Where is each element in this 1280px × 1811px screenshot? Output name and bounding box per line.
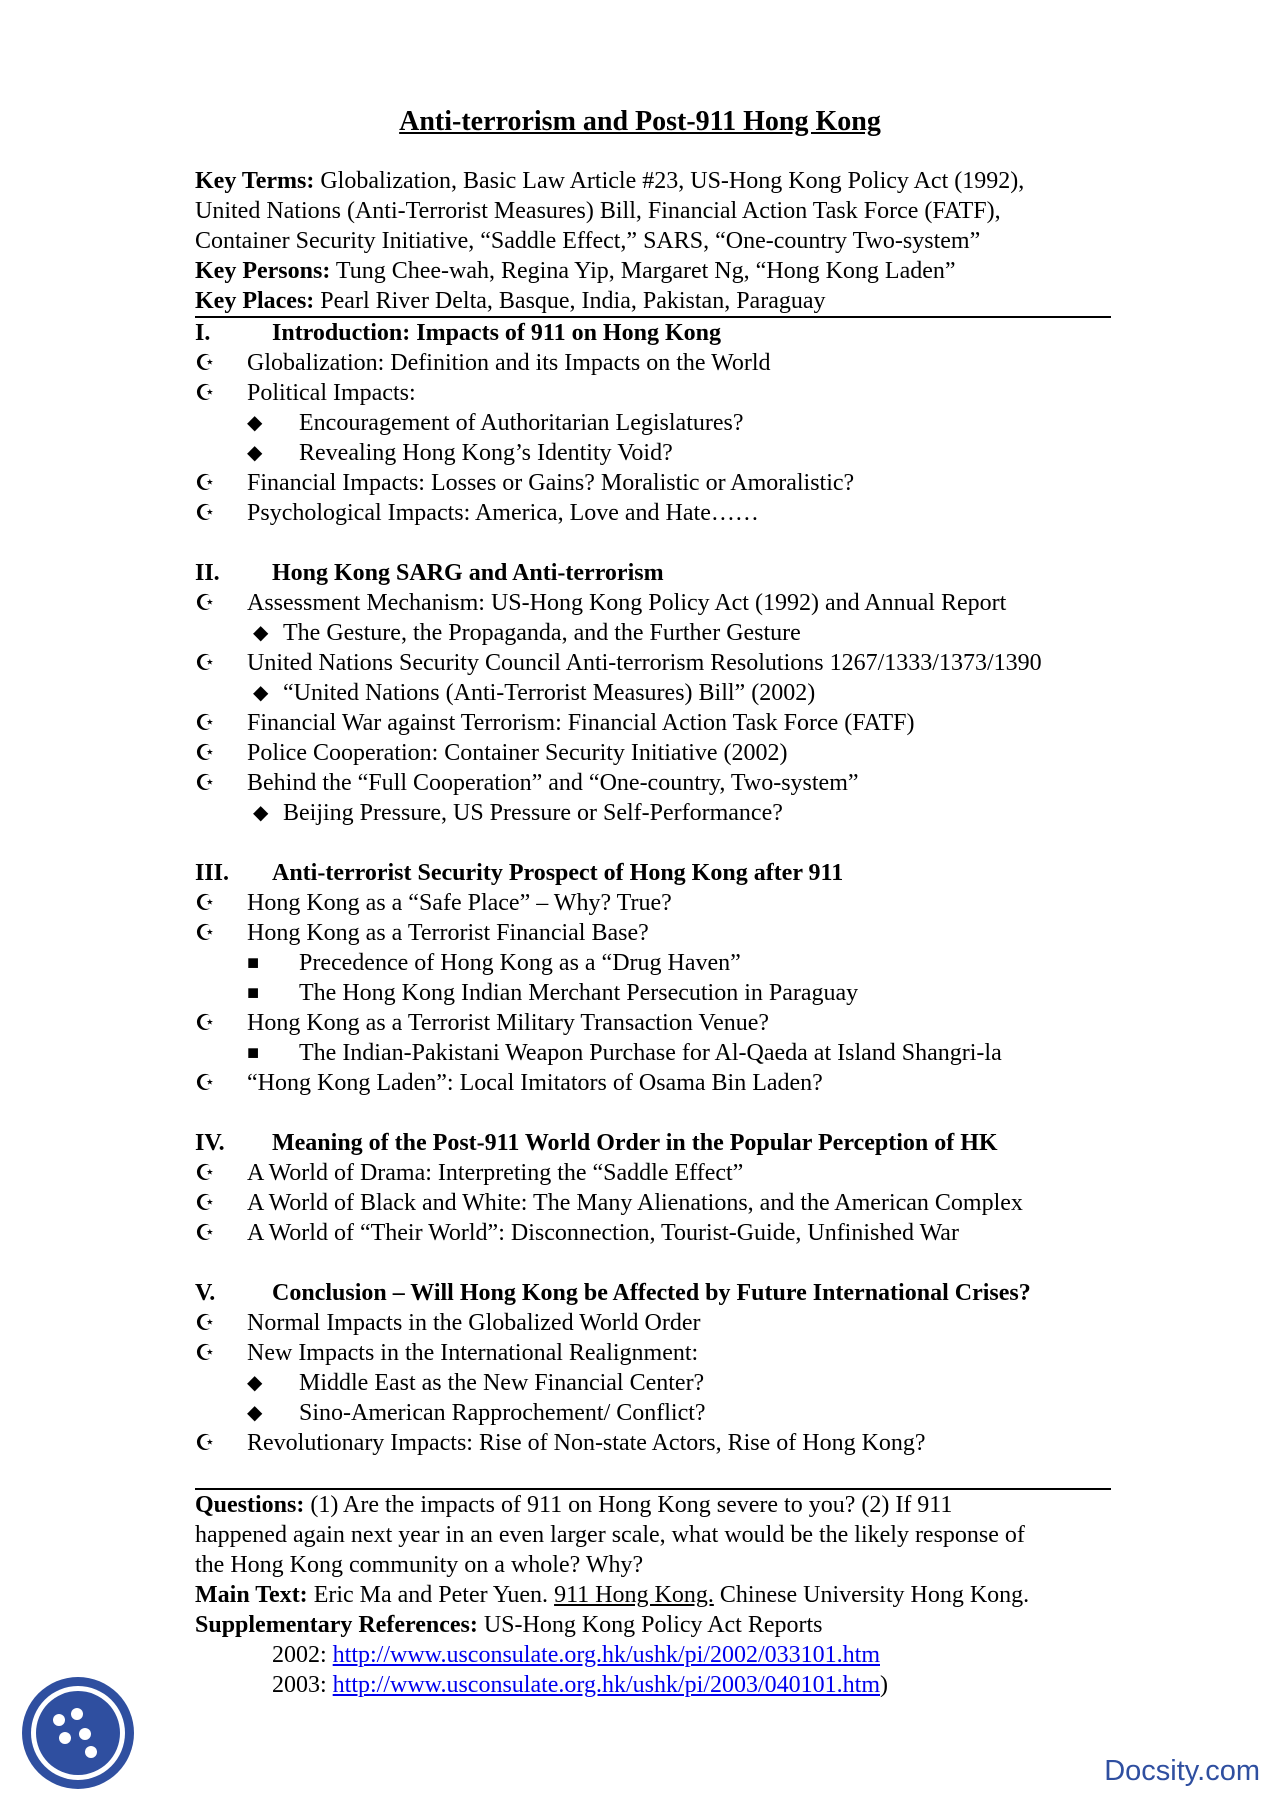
list-item: ☪ Political Impacts: <box>195 380 416 406</box>
diamond-bullet-icon: ◆ <box>247 442 263 464</box>
document-title: Anti-terrorism and Post-911 Hong Kong <box>399 106 881 137</box>
list-item: ☪ A World of Black and White: The Many Alienations, and the American Complex <box>195 1190 1023 1216</box>
bullet-icon: ☪ <box>195 1010 215 1035</box>
section-heading <box>195 858 1111 888</box>
book-title: 911 Hong Kong. <box>554 1582 714 1608</box>
list-item: ☪ Financial Impacts: Losses or Gains? Moralistic or Amoralistic? <box>195 470 855 496</box>
list-item: ☪ Revolutionary Impacts: Rise of Non-state Actors, Rise of Hong Kong? <box>195 1430 926 1456</box>
section-number: I. <box>195 320 211 346</box>
list-item: ☪ Financial War against Terrorism: Financial Action Task Force (FATF) <box>195 710 915 736</box>
section-title: Hong Kong SARG and Anti-terrorism <box>272 560 664 586</box>
bullet-icon: ☪ <box>195 380 215 405</box>
diamond-bullet-icon: ◆ <box>253 682 269 704</box>
sub-item: ◆ The Gesture, the Propaganda, and the Further Gesture <box>253 620 801 646</box>
reference-item: 2002: http://www.usconsulate.org.hk/ushk/pi/2002/033101.htm <box>272 1642 880 1668</box>
bullet-icon: ☪ <box>195 710 215 735</box>
section-title: Anti-terrorist Security Prospect of Hong Kong after 911 <box>272 860 844 886</box>
questions-line-2: happened again next year in an even larger scale, what would be the likely response of <box>195 1522 1025 1548</box>
list-item: ☪ “Hong Kong Laden”: Local Imitators of Osama Bin Laden? <box>195 1070 823 1096</box>
bullet-icon: ☪ <box>195 1070 215 1095</box>
section-heading <box>195 1278 1111 1308</box>
bullet-icon: ☪ <box>195 770 215 795</box>
list-item: ☪ Police Cooperation: Container Security Initiative (2002) <box>195 740 788 766</box>
list-item: ☪ United Nations Security Council Anti-terrorism Resolutions 1267/1333/1373/1390 <box>195 650 1042 676</box>
key-terms-line-1: Key Terms: Globalization, Basic Law Article #23, US-Hong Kong Policy Act (1992), <box>195 168 1025 194</box>
list-item: ☪ Behind the “Full Cooperation” and “One-country, Two-system” <box>195 770 859 796</box>
list-item: ☪ Hong Kong as a “Safe Place” – Why? True? <box>195 890 672 916</box>
list-item: ☪ Globalization: Definition and its Impacts on the World <box>195 350 771 376</box>
sub-item: ◆ Beijing Pressure, US Pressure or Self-Performance? <box>253 800 783 826</box>
bullet-icon: ☪ <box>195 1340 215 1365</box>
bullet-icon: ☪ <box>195 350 215 375</box>
bullet-icon: ☪ <box>195 1190 215 1215</box>
key-places-label: Key Places: <box>195 288 315 314</box>
list-item: ☪ New Impacts in the International Realignment: <box>195 1340 699 1366</box>
questions-line-1: Questions: (1) Are the impacts of 911 on Hong Kong severe to you? (2) If 911 <box>195 1492 953 1518</box>
sub-item: ■ Precedence of Hong Kong as a “Drug Haven” <box>247 950 741 976</box>
key-persons-line: Key Persons: Tung Chee-wah, Regina Yip, Margaret Ng, “Hong Kong Laden” <box>195 258 956 284</box>
diamond-bullet-icon: ◆ <box>253 622 269 644</box>
bullet-icon: ☪ <box>195 740 215 765</box>
diamond-bullet-icon: ◆ <box>247 1372 263 1394</box>
docsity-watermark: Docsity.com <box>1104 1755 1260 1787</box>
bullet-icon: ☪ <box>195 500 215 525</box>
square-bullet-icon: ■ <box>247 1042 260 1064</box>
sub-item: ◆ Middle East as the New Financial Center? <box>247 1370 705 1396</box>
document-body <box>195 166 1111 1700</box>
diamond-bullet-icon: ◆ <box>253 802 269 824</box>
list-item: ☪ Normal Impacts in the Globalized World Order <box>195 1310 701 1336</box>
key-persons-label: Key Persons: <box>195 258 331 284</box>
bullet-icon: ☪ <box>195 470 215 495</box>
diamond-bullet-icon: ◆ <box>247 1402 263 1424</box>
section-number: II. <box>195 560 220 586</box>
sub-item: ■ The Indian-Pakistani Weapon Purchase for Al-Qaeda at Island Shangri-la <box>247 1040 1002 1066</box>
reference-link-2003[interactable]: http://www.usconsulate.org.hk/ushk/pi/2003/040101.htm <box>332 1672 880 1698</box>
main-text-label: Main Text: <box>195 1582 308 1608</box>
questions-label: Questions: <box>195 1492 305 1518</box>
docsity-logo-icon <box>19 1674 137 1792</box>
bullet-icon: ☪ <box>195 920 215 945</box>
list-item: ☪ Psychological Impacts: America, Love and Hate…… <box>195 500 759 526</box>
questions-line-3: the Hong Kong community on a whole? Why? <box>195 1552 644 1578</box>
bullet-icon: ☪ <box>195 1160 215 1185</box>
reference-item: 2003: http://www.usconsulate.org.hk/ushk/pi/2003/040101.htm) <box>272 1672 888 1698</box>
bullet-icon: ☪ <box>195 650 215 675</box>
bullet-icon: ☪ <box>195 1430 215 1455</box>
section-number: IV. <box>195 1130 225 1156</box>
list-item: ☪ Hong Kong as a Terrorist Military Transaction Venue? <box>195 1010 770 1036</box>
sub-item: ■ The Hong Kong Indian Merchant Persecution in Paraguay <box>247 980 859 1006</box>
list-item: ☪ A World of Drama: Interpreting the “Saddle Effect” <box>195 1160 744 1186</box>
sub-item: ◆ Revealing Hong Kong’s Identity Void? <box>247 440 673 466</box>
section-heading <box>195 318 1111 348</box>
bullet-icon: ☪ <box>195 590 215 615</box>
bullet-icon: ☪ <box>195 890 215 915</box>
section-heading <box>195 1128 1111 1158</box>
references-line: Supplementary References: US-Hong Kong Policy Act Reports <box>195 1612 823 1638</box>
questions-block <box>195 1490 1111 1580</box>
section-title: Introduction: Impacts of 911 on Hong Kong <box>272 320 721 346</box>
list-item: ☪ Assessment Mechanism: US-Hong Kong Policy Act (1992) and Annual Report <box>195 590 1007 616</box>
bullet-icon: ☪ <box>195 1310 215 1335</box>
reference-link-2002[interactable]: http://www.usconsulate.org.hk/ushk/pi/2002/033101.htm <box>332 1642 880 1668</box>
key-info-block <box>195 166 1111 316</box>
section-number: V. <box>195 1280 216 1306</box>
section-title: Meaning of the Post-911 World Order in the Popular Perception of HK <box>272 1130 998 1156</box>
list-item: ☪ Hong Kong as a Terrorist Financial Base? <box>195 920 649 946</box>
square-bullet-icon: ■ <box>247 982 260 1004</box>
sub-item: ◆ Encouragement of Authoritarian Legislatures? <box>247 410 744 436</box>
square-bullet-icon: ■ <box>247 952 260 974</box>
sub-item: ◆ Sino-American Rapprochement/ Conflict? <box>247 1400 706 1426</box>
main-text-line: Main Text: Eric Ma and Peter Yuen. 911 Hong Kong. Chinese University Hong Kong. <box>195 1582 1030 1608</box>
sub-item: ◆ “United Nations (Anti-Terrorist Measures) Bill” (2002) <box>253 680 816 706</box>
key-places-line: Key Places: Pearl River Delta, Basque, India, Pakistan, Paraguay <box>195 288 826 314</box>
section-heading <box>195 558 1111 588</box>
key-terms-label: Key Terms: <box>195 168 315 194</box>
section-title: Conclusion – Will Hong Kong be Affected by Future International Crises? <box>272 1280 1031 1306</box>
references-label: Supplementary References: <box>195 1612 478 1638</box>
key-terms-line-3: Container Security Initiative, “Saddle Effect,” SARS, “One-country Two-system” <box>195 228 981 254</box>
key-terms-line-2: United Nations (Anti-Terrorist Measures) Bill, Financial Action Task Force (FATF), <box>195 198 1001 224</box>
diamond-bullet-icon: ◆ <box>247 412 263 434</box>
list-item: ☪ A World of “Their World”: Disconnection, Tourist-Guide, Unfinished War <box>195 1220 959 1246</box>
bullet-icon: ☪ <box>195 1220 215 1245</box>
section-number: III. <box>195 860 230 886</box>
